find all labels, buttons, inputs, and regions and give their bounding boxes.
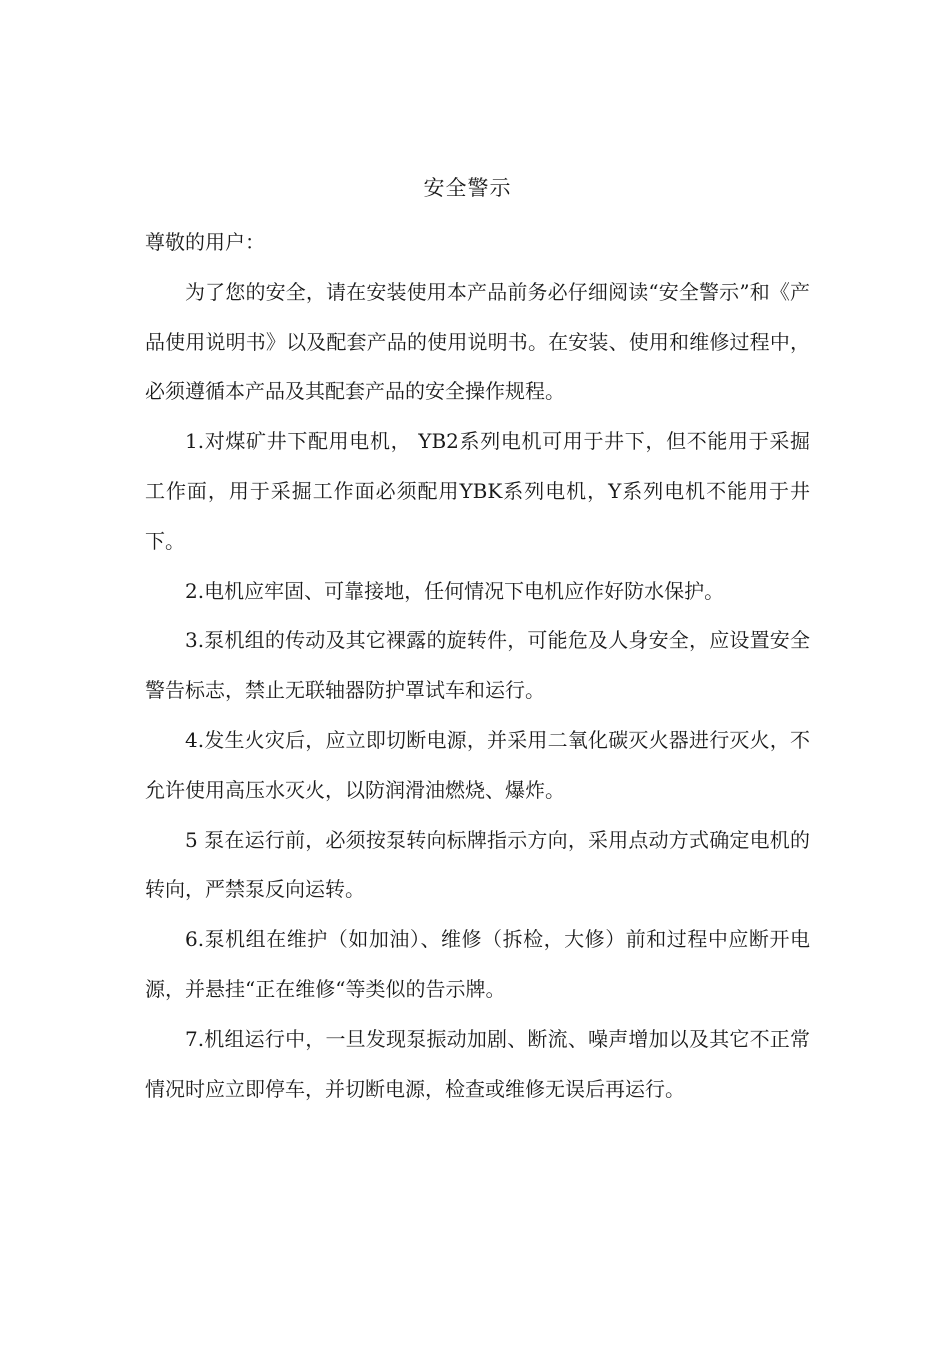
safety-item-4: 4.发生火灾后，应立即切断电源，并采用二氧化碳灭火器进行灭火，不允许使用高压水灭火，以防润滑油燃烧、爆炸。 [145, 727, 810, 802]
safety-item-6: 6.泵机组在维护（如加油）、维修（拆检，大修）前和过程中应断开电源，并悬挂“正在维修“等类似的告示牌。 [145, 927, 810, 1001]
safety-item-2: 2.电机应牢固、可靠接地，任何情况下电机应作好防水保护。 [185, 578, 725, 603]
intro-paragraph: 为了您的安全，请在安装使用本产品前务必仔细阅读“安全警示”和《产品使用说明书》以及配套产品的使用说明书。在安装、使用和维修过程中，必须遵循本产品及其配套产品的安全操作规程。 [145, 279, 810, 404]
safety-item-1: 1.对煤矿井下配用电机， YB2系列电机可用于井下，但不能用于采掘工作面，用于采掘工作面必须配用YBK系列电机，Y系列电机不能用于井下。 [145, 429, 810, 553]
document-title: 安全警示 [423, 176, 512, 200]
safety-item-7: 7.机组运行中，一旦发现泵振动加剧、断流、噪声增加以及其它不正常情况时应立即停车，并切断电源，检查或维修无误后再运行。 [145, 1026, 810, 1101]
document-body [145, 218, 810, 1114]
salutation: 尊敬的用户： [145, 230, 265, 254]
safety-item-5: 5 泵在运行前，必须按泵转向标牌指示方向，采用点动方式确定电机的转向，严禁泵反向运转。 [145, 827, 810, 902]
safety-item-3: 3.泵机组的传动及其它裸露的旋转件，可能危及人身安全，应设置安全警告标志，禁止无联轴器防护罩试车和运行。 [145, 628, 810, 703]
